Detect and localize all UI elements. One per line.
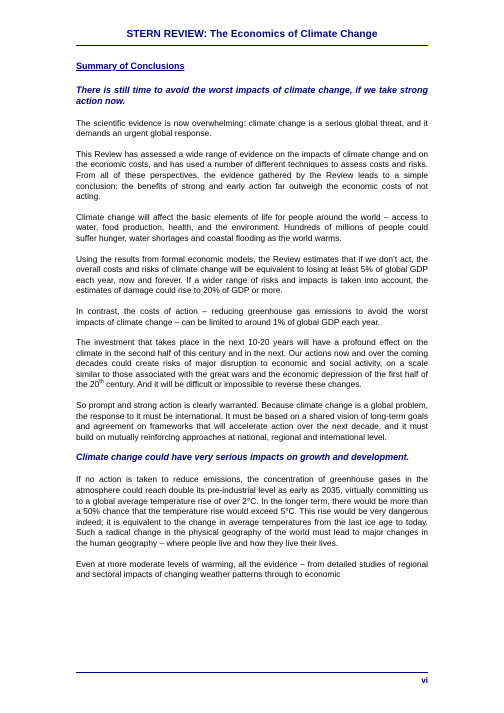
investment-text-after: century. And it will be difficult or impossible to reverse these changes.	[103, 379, 362, 390]
body-paragraph: Even at more moderate levels of warming, all the evidence – from detailed studies of regional and sectoral impacts of changing weather patterns through to economic	[76, 558, 428, 580]
body-paragraph: This Review has assessed a wide range of evidence on the impacts of climate change and on the economic costs, and has used a number of different techniques to assess costs and risks. From all of these perspectives, the evidence gathered by the Review leads to a simple conclusion: the benefits of strong and early action far outweigh the economic costs of not acting.	[76, 148, 428, 202]
body-paragraph: Climate change will affect the basic elements of life for people around the world – access to water, food production, health, and the environment. Hundreds of millions of people could suffer hunger, water shortages and coastal flooding as the world warms.	[76, 211, 428, 243]
section-title: Summary of Conclusions	[76, 61, 185, 71]
lead-statement: There is still time to avoid the worst impacts of climate change, if we take strong action now.	[76, 84, 428, 106]
running-header: STERN REVIEW: The Economics of Climate Change	[126, 29, 378, 40]
body-paragraph: So prompt and strong action is clearly warranted. Because climate change is a global problem, the response to it must be international. It must be based on a shared vision of long-term goals and agreement on frameworks that will accelerate action over the next decade, and it must build on mutually reinforcing approaches at national, regional and international level.	[76, 400, 428, 442]
footer-divider	[76, 672, 428, 673]
body-paragraph: Using the results from formal economic models, the Review estimates that if we don’t act, the overall costs and risks of climate change will be equivalent to losing at least 5% of global GDP each year, now and forever. If a wider range of risks and impacts is taken into account, the estimates of damage could rise to 20% of GDP or more.	[76, 253, 428, 296]
body-paragraph-investment	[76, 337, 428, 390]
page-content	[76, 61, 428, 590]
body-paragraph: If no action is taken to reduce emissions, the concentration of greenhouse gases in the atmosphere could reach double its pre-industrial level as early as 2035, virtually committing us to a global average temperature rise of over 2°C. In the longer term, there would be more than a 50% chance that the temperature rise would exceed 5°C. This rise would be very dangerous indeed; it is equivalent to the change in average temperatures from the last ice age to today. Such a radical change in the physical geography of the world must lead to major changes in the human geography – where people live and how they live their lives.	[76, 474, 428, 548]
investment-text-before: The investment that takes place in the next 10-20 years will have a profound effect on the climate in the second half of this century and in the next. Our actions now and over the coming decades could create risks of major disruption to economic and social activity, on a scale similar to those associated with the great wars and the economic depression of the first half of the 20	[76, 337, 428, 390]
header-divider	[76, 45, 428, 46]
lead-statement: Climate change could have very serious impacts on growth and development.	[76, 452, 410, 463]
body-paragraph: The scientific evidence is now overwhelming: climate change is a serious global threat, and it demands an urgent global response.	[76, 117, 428, 139]
body-paragraph: In contrast, the costs of action – reducing greenhouse gas emissions to avoid the worst impacts of climate change – can be limited to around 1% of global GDP each year.	[76, 305, 428, 327]
page-number: vi	[421, 676, 428, 685]
ordinal-superscript: th	[99, 379, 104, 386]
